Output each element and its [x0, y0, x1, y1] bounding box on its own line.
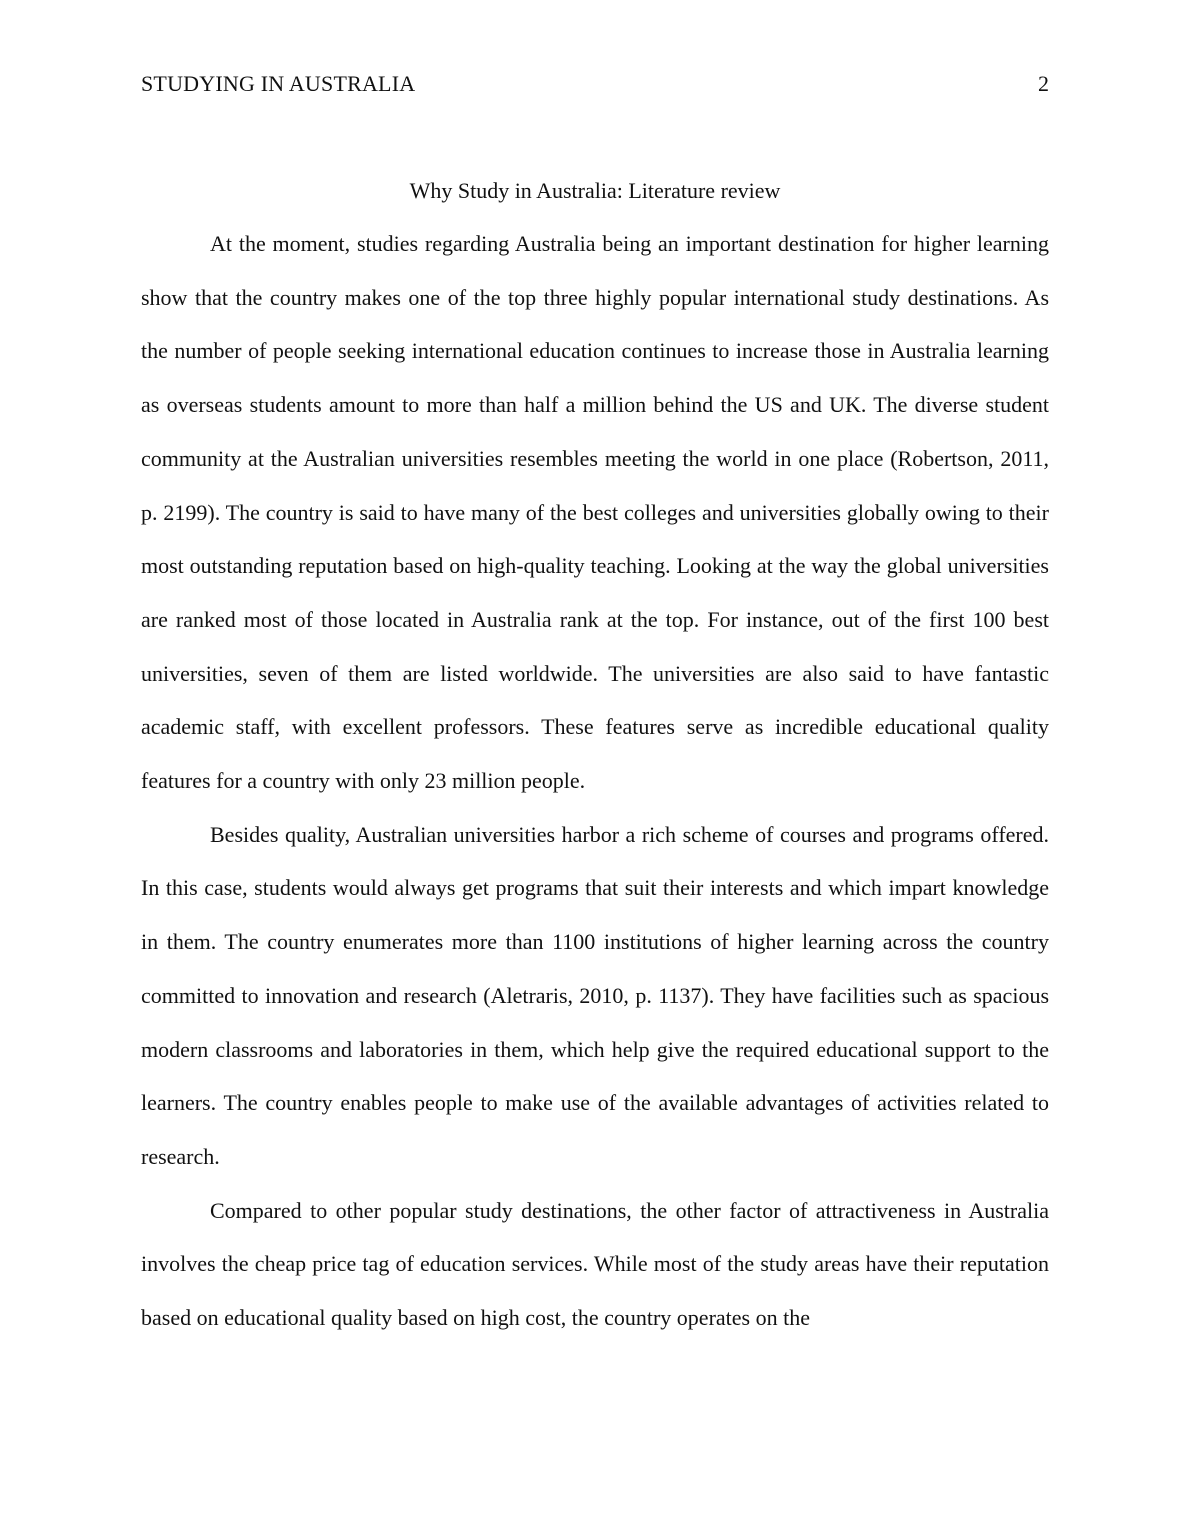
paragraph-2: Besides quality, Australian universities harbor a rich scheme of courses and programs offered. In this case, students would always get programs that suit their interests and which impart knowledge in them. The country enumerates more than 1100 institutions of higher learning across the country committed to innovation and research (Aletraris, 2010, p. 1137). They have facilities such as spacious modern classrooms and laboratories in them, which help give the required educational support to the learners. The country enables people to make use of the available advantages of activities related to research. [141, 821, 1049, 1169]
paragraph-1: At the moment, studies regarding Australia being an important destination for higher learning show that the country makes one of the top three highly popular international study destinations. As the number of people seeking international education continues to increase those in Australia learning as overseas students amount to more than half a million behind the US and UK. The diverse student community at the Australian universities resembles meeting the world in one place (Robertson, 2011, p. 2199). The country is said to have many of the best colleges and universities globally owing to their most outstanding reputation based on high-quality teaching. Looking at the way the global universities are ranked most of those located in Australia rank at the top. For instance, out of the first 100 best universities, seven of them are listed worldwide. The universities are also said to have fantastic academic staff, with excellent professors. These features serve as incredible educational quality features for a country with only 23 million people. [141, 231, 1049, 794]
paragraph-3: Compared to other popular study destinations, the other factor of attractiveness in Australia involves the cheap price tag of education services. While most of the study areas have their reputation based on educational quality based on high cost, the country operates on the [141, 1197, 1049, 1331]
page-number: 2 [1038, 71, 1049, 96]
running-head: STUDYING IN AUSTRALIA [141, 71, 416, 96]
document-title: Why Study in Australia: Literature review [409, 178, 781, 203]
document-body [141, 217, 1049, 1345]
